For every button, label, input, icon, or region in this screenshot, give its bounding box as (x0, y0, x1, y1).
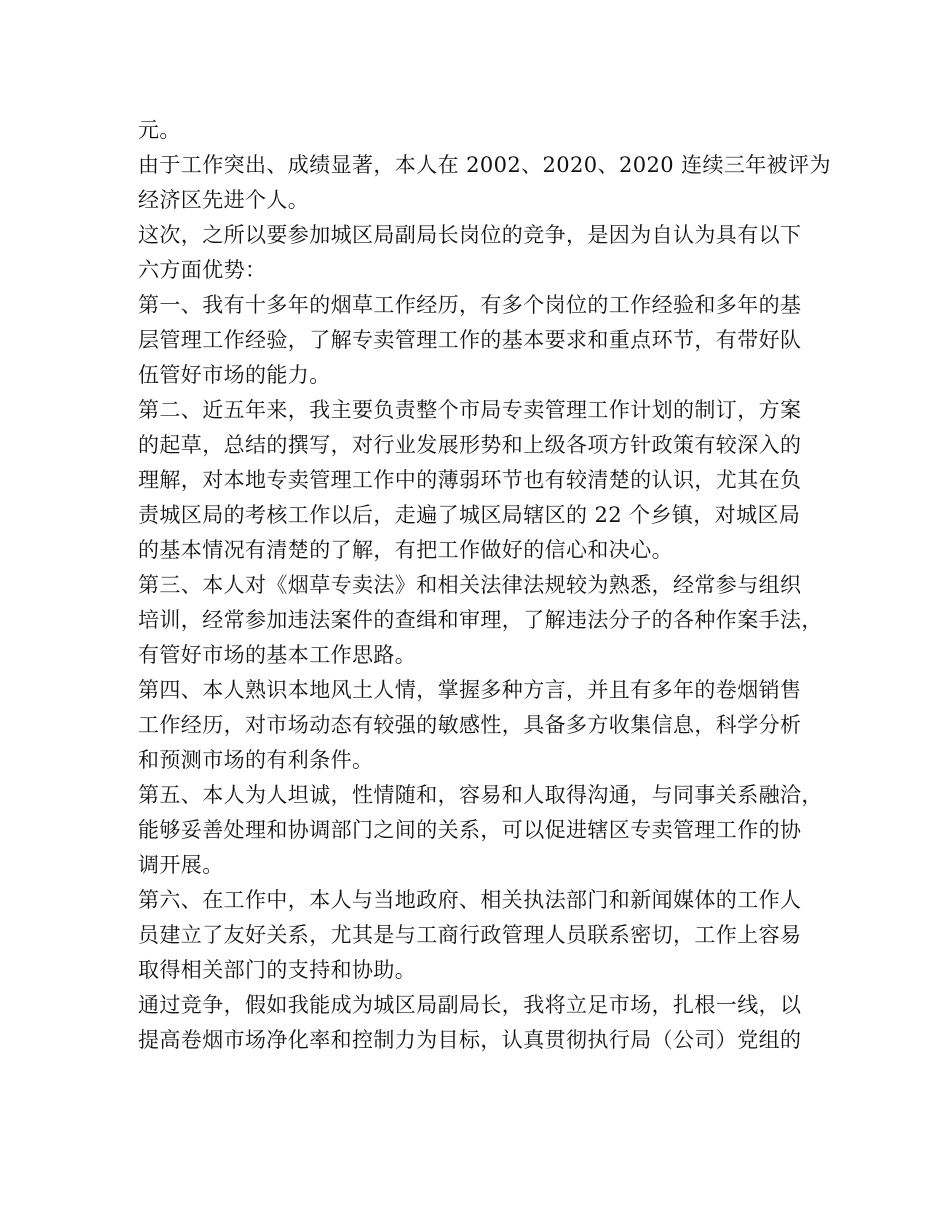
text-line: 第二、近五年来，我主要负责整个市局专卖管理工作计划的制订，方案 (138, 398, 802, 422)
text-line: 第六、在工作中，本人与当地政府、相关执法部门和新闻媒体的工作人 (138, 888, 802, 912)
text-line: 有管好市场的基本工作思路。 (138, 643, 417, 667)
document-body (138, 113, 831, 1058)
text-line: 工作经历，对市场动态有较强的敏感性，具备多方收集信息，科学分析 (138, 713, 802, 737)
text-line: 培训，经常参加违法案件的查缉和审理，了解违法分子的各种作案手法， (138, 608, 823, 632)
text-line: 和预测市场的有利条件。 (138, 748, 374, 772)
text-line: 员建立了友好关系，尤其是与工商行政管理人员联系密切，工作上容易 (138, 923, 802, 947)
text-line: 经济区先进个人。 (138, 188, 310, 212)
text-line: 元。 (138, 118, 181, 142)
text-line: 理解，对本地专卖管理工作中的薄弱环节也有较清楚的认识，尤其在负 (138, 468, 802, 492)
text-line: 由于工作突出、成绩显著，本人在 2002、2020、2020 连续三年被评为 (138, 153, 831, 177)
text-line: 层管理工作经验，了解专卖管理工作的基本要求和重点环节，有带好队 (138, 328, 802, 352)
text-line: 第四、本人熟识本地风土人情，掌握多种方言，并且有多年的卷烟销售 (138, 678, 802, 702)
text-line: 提高卷烟市场净化率和控制力为目标，认真贯彻执行局（公司）党组的 (138, 1028, 802, 1052)
text-line: 的起草，总结的撰写，对行业发展形势和上级各项方针政策有较深入的 (138, 433, 802, 457)
text-line: 伍管好市场的能力。 (138, 363, 331, 387)
text-line: 第一、我有十多年的烟草工作经历，有多个岗位的工作经验和多年的基 (138, 293, 802, 317)
text-line: 这次，之所以要参加城区局副局长岗位的竞争，是因为自认为具有以下 (138, 223, 802, 247)
text-line: 第五、本人为人坦诚，性情随和，容易和人取得沟通，与同事关系融洽， (138, 783, 823, 807)
text-line: 调开展。 (138, 853, 224, 877)
text-line: 取得相关部门的支持和协助。 (138, 958, 417, 982)
text-line: 的基本情况有清楚的了解，有把工作做好的信心和决心。 (138, 538, 673, 562)
text-line: 责城区局的考核工作以后，走遍了城区局辖区的 22 个乡镇，对城区局 (138, 503, 801, 527)
text-line: 六方面优势： (138, 258, 267, 282)
text-line: 第三、本人对《烟草专卖法》和相关法律法规较为熟悉，经常参与组织 (138, 573, 802, 597)
text-line: 通过竞争，假如我能成为城区局副局长，我将立足市场，扎根一线，以 (138, 993, 802, 1017)
text-line: 能够妥善处理和协调部门之间的关系，可以促进辖区专卖管理工作的协 (138, 818, 802, 842)
